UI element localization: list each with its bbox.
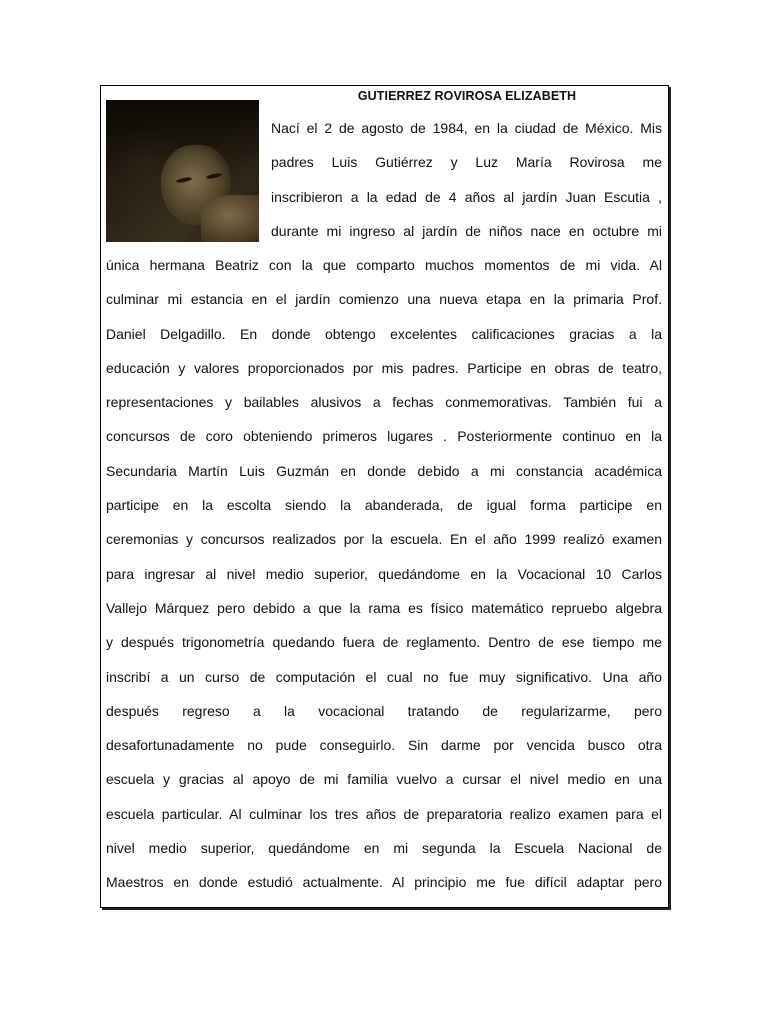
text-line: nivel medio superior, quedándome en mi segunda la Escuela Nacional de xyxy=(106,840,662,857)
text-line: representaciones y bailables alusivos a fechas conmemorativas. También fui a xyxy=(106,394,662,411)
text-line: culminar mi estancia en el jardín comienzo una nueva etapa en la primaria Prof. xyxy=(106,291,662,308)
text-line: escuela y gracias al apoyo de mi familia vuelvo a cursar el nivel medio en una xyxy=(106,771,662,788)
text-line: Maestros en donde estudió actualmente. Al principio me fue difícil adaptar pero xyxy=(106,874,662,891)
text-body xyxy=(106,248,662,900)
document-title: GUTIERREZ ROVIROSA ELIZABETH xyxy=(357,89,577,103)
text-line: Secundaria Martín Luis Guzmán en donde debido a mi constancia académica xyxy=(106,462,662,479)
text-line: inscribieron a la edad de 4 años al jardín Juan Escutia , xyxy=(271,188,662,205)
text-line: ceremonias y concursos realizados por la escuela. En el año 1999 realizó examen xyxy=(106,531,662,548)
text-line: Vallejo Márquez pero debido a que la rama es físico matemático repruebo algebra xyxy=(106,599,662,616)
text-line: concursos de coro obteniendo primeros lugares . Posteriormente continuo en la xyxy=(106,428,662,445)
text-line: padres Luis Gutiérrez y Luz María Rovirosa me xyxy=(271,154,662,171)
text-line: Daniel Delgadillo. En donde obtengo excelentes calificaciones gracias a la xyxy=(106,325,662,342)
text-line: durante mi ingreso al jardín de niños nace en octubre mi xyxy=(271,222,662,239)
photo-arm xyxy=(201,195,261,242)
text-line: para ingresar al nivel medio superior, quedándome en la Vocacional 10 Carlos xyxy=(106,565,662,582)
text-line: inscribí a un curso de computación el cual no fue muy significativo. Una año xyxy=(106,668,662,685)
text-line: participe en la escolta siendo la abanderada, de igual forma participe en xyxy=(106,497,662,514)
text-line: única hermana Beatriz con la que comparto muchos momentos de mi vida. Al xyxy=(106,257,662,273)
text-beside-photo xyxy=(271,111,662,248)
text-line: después regreso a la vocacional tratando de regularizarme, pero xyxy=(106,702,662,719)
text-line: escuela particular. Al culminar los tres años de preparatoria realizo examen para el xyxy=(106,805,662,822)
text-line: Nací el 2 de agosto de 1984, en la ciudad de México. Mis xyxy=(271,120,662,136)
portrait-photo xyxy=(106,100,261,242)
text-line: desafortunadamente no pude conseguirlo. Sin darme por vencida busco otra xyxy=(106,737,662,754)
text-line: y después trigonometría quedando fuera de reglamento. Dentro de ese tiempo me xyxy=(106,634,662,651)
text-line: educación y valores proporcionados por mis padres. Participe en obras de teatro, xyxy=(106,359,662,376)
